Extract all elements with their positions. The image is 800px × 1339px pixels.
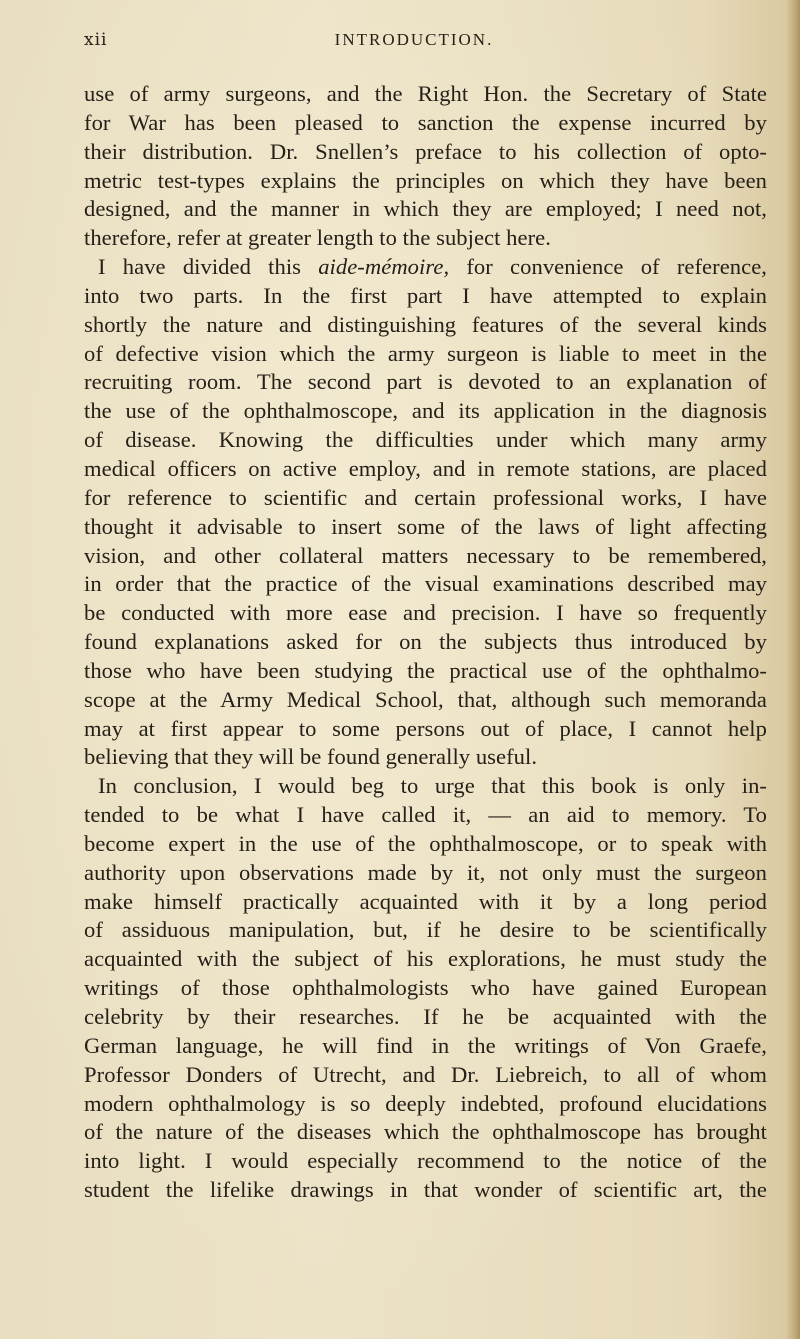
text-line: those who have been studying the practical use of the ophthalmo-: [84, 657, 767, 683]
text-line: In conclusion, I would beg to urge that this book is only in-: [98, 773, 767, 799]
text-line: become expert in the use of the ophthalmoscope, or to speak with: [84, 830, 767, 856]
text-line: medical officers on active employ, and in remote stations, are placed: [84, 455, 767, 481]
text-line: of disease. Knowing the difficulties under which many army: [84, 427, 767, 453]
text-line: recruiting room. The second part is devoted to an explanation of: [84, 369, 767, 395]
text-line: make himself practically acquainted with it by a long period: [84, 888, 767, 914]
text-line: use of army surgeons, and the Right Hon. the Secretary of State: [84, 81, 767, 106]
text-line: the use of the ophthalmoscope, and its application in the diagnosis: [84, 398, 767, 424]
text-line: German language, he will find in the writings of Von Graefe,: [84, 1032, 767, 1058]
page-edge-shadow: [786, 0, 800, 1339]
text-line: student the lifelike drawings in that wonder of scientific art, the: [84, 1177, 767, 1203]
text-line: Professor Donders of Utrecht, and Dr. Liebreich, to all of whom: [84, 1061, 767, 1087]
text-line: authority upon observations made by it, not only must the surgeon: [84, 859, 767, 885]
text-line: of assiduous manipulation, but, if he desire to be scientifically: [84, 917, 767, 943]
text-segment: for convenience of reference,: [449, 254, 767, 280]
text-line: thought it advisable to insert some of the laws of light affecting: [84, 513, 767, 539]
italic-term: aide-mémoire,: [318, 254, 450, 280]
text-line: tended to be what I have called it, — an aid to memory. To: [84, 802, 767, 828]
text-line: found explanations asked for on the subjects thus introduced by: [84, 629, 767, 655]
text-line: in order that the practice of the visual examinations described may: [84, 571, 767, 597]
text-line: for War has been pleased to sanction the expense incurred by: [84, 109, 767, 135]
text-line: shortly the nature and distinguishing features of the several kinds: [84, 311, 767, 337]
text-line: designed, and the manner in which they are employed; I need not,: [84, 196, 767, 222]
text-line: [84, 253, 767, 282]
text-line: their distribution. Dr. Snellen’s preface to his collection of opto-: [84, 138, 767, 164]
body-text: [84, 80, 767, 1205]
text-line: vision, and other collateral matters necessary to be remembered,: [84, 542, 767, 568]
text-line: into light. I would especially recommend to the notice of the: [84, 1148, 767, 1174]
text-line: therefore, refer at greater length to the subject here.: [84, 225, 551, 251]
text-line: may at first appear to some persons out of place, I cannot help: [84, 715, 767, 741]
text-line: metric test-types explains the principles on which they have been: [84, 167, 767, 193]
running-head: INTRODUCTION.: [334, 30, 494, 49]
text-line: for reference to scientific and certain professional works, I have: [84, 484, 767, 510]
text-line: celebrity by their researches. If he be acquainted with the: [84, 1004, 767, 1029]
text-segment: I have divided this: [98, 254, 319, 280]
text-line: be conducted with more ease and precision. I have so frequently: [84, 600, 767, 626]
text-line: believing that they will be found generally useful.: [84, 744, 538, 770]
text-line: scope at the Army Medical School, that, although such memoranda: [84, 686, 767, 712]
text-line: writings of those ophthalmologists who have gained European: [84, 975, 767, 1001]
page-header: [84, 30, 744, 54]
text-line: modern ophthalmology is so deeply indebted, profound elucidations: [84, 1090, 767, 1116]
page-number: xii: [84, 30, 108, 50]
text-line: of the nature of the diseases which the ophthalmoscope has brought: [84, 1119, 767, 1145]
text-line: of defective vision which the army surgeon is liable to meet in the: [84, 340, 767, 366]
text-line: acquainted with the subject of his explorations, he must study the: [84, 946, 767, 972]
text-line: into two parts. In the first part I have attempted to explain: [84, 282, 767, 308]
